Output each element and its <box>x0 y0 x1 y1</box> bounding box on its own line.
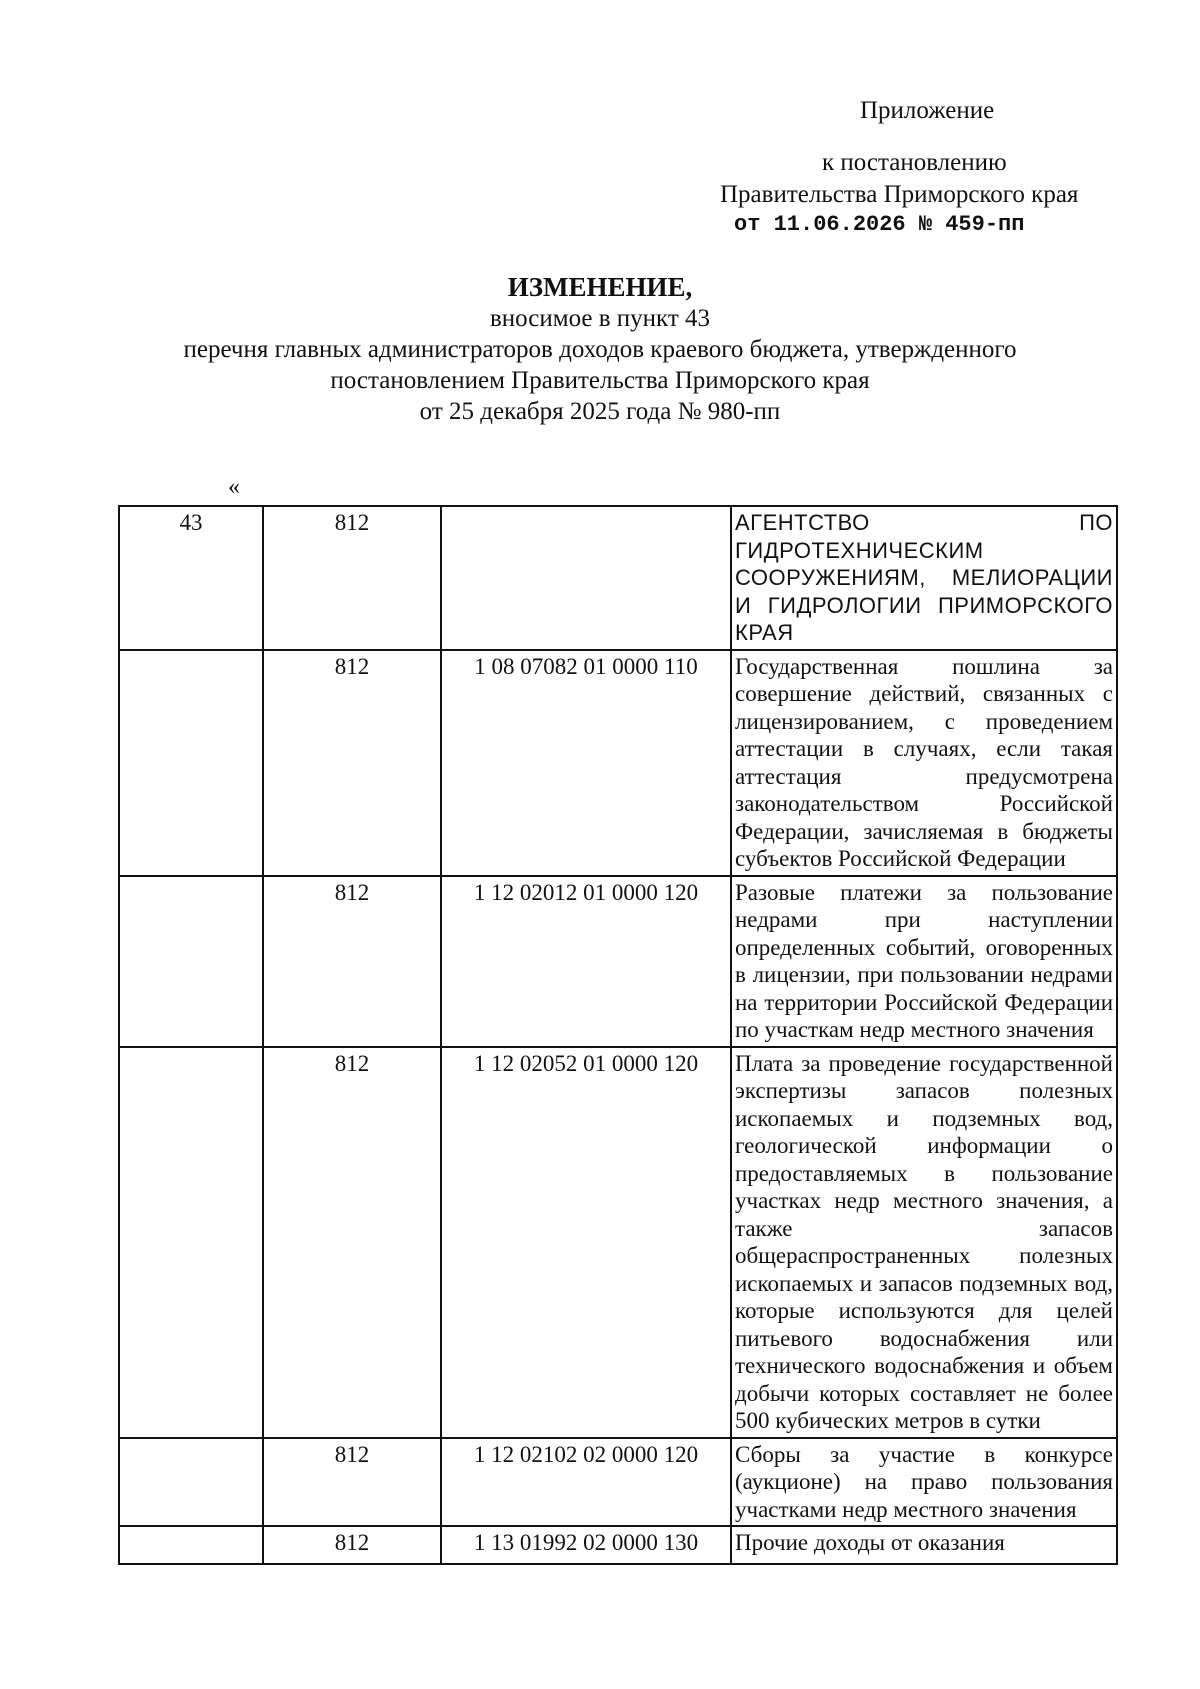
revenue-table <box>118 505 1118 1565</box>
table-row <box>119 1526 1117 1564</box>
revenue-name-cell: Разовые платежи за пользование недрами при наступлении определенных событий, оговоренных в лицензии, при пользовании недрами на территории Российской Федерации по участкам недр местного значения <box>731 876 1117 1047</box>
revenue-name-cell: АГЕНТСТВО ПО ГИДРОТЕХНИЧЕСКИМ СООРУЖЕНИЯМ, МЕЛИОРАЦИИ И ГИДРОЛОГИИ ПРИМОРСКОГО КРАЯ <box>731 506 1117 650</box>
admin-code-cell: 812 <box>263 506 441 650</box>
table-row <box>119 506 1117 650</box>
table-row <box>119 876 1117 1047</box>
admin-code-cell: 812 <box>263 876 441 1047</box>
revenue-code-cell: 1 12 02012 01 0000 120 <box>441 876 731 1047</box>
revenue-code-cell: 1 12 02102 02 0000 120 <box>441 1438 731 1527</box>
admin-code-cell: 812 <box>263 1526 441 1564</box>
row-number-cell <box>119 876 263 1047</box>
row-number-cell <box>119 650 263 876</box>
opening-quote-mark: « <box>228 474 240 500</box>
revenue-name-cell: Прочие доходы от оказания <box>731 1526 1117 1564</box>
row-number-cell <box>119 1526 263 1564</box>
admin-code-cell: 812 <box>263 1438 441 1527</box>
heading-line-1: вносимое в пункт 43 <box>489 305 711 332</box>
revenue-name-cell: Сборы за участие в конкурсе (аукционе) на право пользования участками недр местного значения <box>731 1438 1117 1527</box>
revenue-code-cell: 1 13 01992 02 0000 130 <box>441 1526 731 1564</box>
document-heading <box>100 272 1100 427</box>
appendix-line-2: Правительства Приморского края <box>720 181 1079 208</box>
row-number-cell <box>119 1047 263 1438</box>
revenue-code-cell: 1 12 02052 01 0000 120 <box>441 1047 731 1438</box>
revenue-name-cell: Государственная пошлина за совершение действий, связанных с лицензированием, с проведением аттестации в случаях, если такая аттестация предусмотрена законодательством Российской Федерации, зачисляемая в бюджеты субъектов Российской Федерации <box>731 650 1117 876</box>
admin-code-cell: 812 <box>263 650 441 876</box>
revenue-name-cell: Плата за проведение государственной экспертизы запасов полезных ископаемых и подземных вод, геологической информации о предоставляемых в пользование участках недр местного значения, а также запасов общераспространенных полезных ископаемых и запасов подземных вод, которые используются для целей питьевого водоснабжения или технического водоснабжения и объем добычи которых составляет не более 500 кубических метров в сутки <box>731 1047 1117 1438</box>
appendix-resolution-number: от 11.06.2026 № 459-пп <box>734 212 1025 237</box>
revenue-code-cell: 1 08 07082 01 0000 110 <box>441 650 731 876</box>
revenue-code-cell <box>441 506 731 650</box>
table-row <box>119 1047 1117 1438</box>
heading-title: ИЗМЕНЕНИЕ, <box>507 272 693 302</box>
heading-line-2: перечня главных администраторов доходов краевого бюджета, утвержденного <box>183 336 1017 363</box>
row-number-cell <box>119 1438 263 1527</box>
appendix-line-1: к постановлению <box>822 149 1007 176</box>
table-row <box>119 650 1117 876</box>
admin-code-cell: 812 <box>263 1047 441 1438</box>
heading-line-4: от 25 декабря 2025 года № 980-пп <box>419 398 781 425</box>
heading-line-3: постановлением Правительства Приморского края <box>330 367 870 394</box>
appendix-title: Приложение <box>860 97 995 124</box>
row-number-cell: 43 <box>119 506 263 650</box>
table-row <box>119 1438 1117 1527</box>
